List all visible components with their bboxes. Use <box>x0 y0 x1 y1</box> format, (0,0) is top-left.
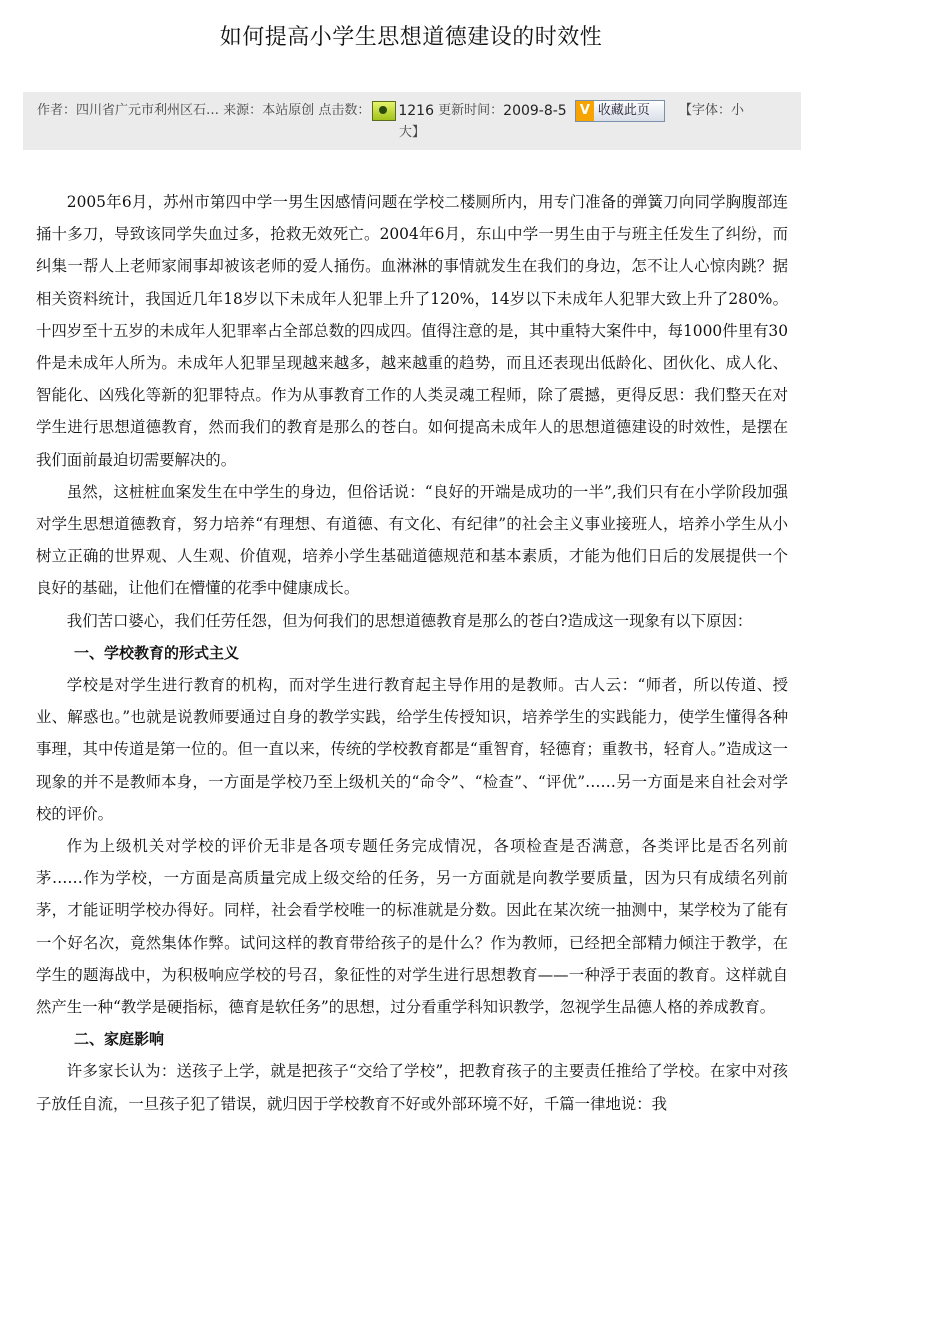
font-size-label-close: 】 <box>412 125 426 140</box>
paragraph: 虽然，这桩桩血案发生在中学生的身边，但俗话说：“良好的开端是成功的一半”,我们只有在小学阶段加强对学生思想道德教育，努力培养“有理想、有道德、有文化、有纪律”的社会主义事业接班人，培养小学生从小树立正确的世界观、人生观、价值观，培养小学生基础道德规范和基本素质，才能为他们日后的发展提供一个良好的基础，让他们在懵懂的花季中健康成长。 <box>36 482 788 598</box>
meta-line <box>37 100 787 120</box>
article-title: 如何提高小学生思想道德建设的时效性 <box>219 25 603 50</box>
section-heading: 二、家庭影响 <box>74 1030 165 1049</box>
section-heading: 一、学校教育的形式主义 <box>74 643 240 662</box>
hits-label: 点击数： <box>318 103 371 118</box>
favorite-v-icon: V <box>576 101 594 121</box>
font-large-link[interactable]: 大 <box>399 125 413 140</box>
author-label: 作者： <box>37 103 77 118</box>
article-body <box>36 186 788 1120</box>
article-meta-bar <box>23 92 801 150</box>
favorite-label: 收藏此页 <box>597 103 650 118</box>
hits-count: 1216 <box>398 103 434 119</box>
font-small-link[interactable]: 小 <box>731 103 745 118</box>
updated-date: 2009-8-5 <box>503 103 567 119</box>
font-size-label: 【字体： <box>678 103 731 118</box>
author-link[interactable]: 四川省广元市利州区石… <box>76 103 220 118</box>
paragraph: 作为上级机关对学校的评价无非是各项专题任务完成情况，各项检查是否满意，各类评比是否名列前茅……作为学校，一方面是高质量完成上级交给的任务，另一方面就是向教学要质量，因为只有成绩名列前茅，才能证明学校办得好。同样，社会看学校唯一的标准就是分数。因此在某次统一抽测中，某学校为了能有一个好名次，竟然集体作弊。试问这样的教育带给孩子的是什么？作为教师，已经把全部精力倾注于教学，在学生的题海战中，为积极响应学校的号召，象征性的对学生进行思想教育——一种浮于表面的教育。这样就自然产生一种“教学是硬指标，德育是软任务”的思想，过分看重学科知识教学，忽视学生品德人格的养成教育。 <box>36 837 788 1017</box>
favorite-page-button[interactable] <box>575 100 665 122</box>
source-label: 来源： <box>223 103 263 118</box>
counter-icon <box>372 101 396 121</box>
paragraph: 我们苦口婆心，我们任劳任怨，但为何我们的思想道德教育是那么的苍白?造成这一现象有以下原因： <box>66 611 753 630</box>
source-value: 本站原创 <box>262 103 315 118</box>
paragraph: 许多家长认为：送孩子上学，就是把孩子“交给了学校”，把教育孩子的主要责任推给了学校。在家中对孩子放任自流，一旦孩子犯了错误，就归因于学校教育不好或外部环境不好，千篇一律地说：我 <box>36 1062 788 1113</box>
meta-line-wrap <box>399 124 425 142</box>
paragraph: 2005年6月，苏州市第四中学一男生因感情问题在学校二楼厕所内，用专门准备的弹簧刀向同学胸腹部连捅十多刀，导致该同学失血过多，抢救无效死亡。2004年6月，东山中学一男生由于与班主任发生了纠纷，而纠集一帮人上老师家闹事却被该老师的爱人捅伤。血淋淋的事情就发生在我们的身边，怎不让人心惊肉跳？据相关资料统计，我国近几年18岁以下未成年人犯罪上升了120%，14岁以下未成年人犯罪大致上升了280%。十四岁至十五岁的未成年人犯罪率占全部总数的四成四。值得注意的是，其中重特大案件中，每1000件里有30件是未成年人所为。未成年人犯罪呈现越来越多，越来越重的趋势，而且还表现出低龄化、团伙化、成人化、智能化、凶残化等新的犯罪特点。作为从事教育工作的人类灵魂工程师，除了震撼，更得反思：我们整天在对学生进行思想道德教育，然而我们的教育是那么的苍白。如何提高未成年人的思想道德建设的时效性，是摆在我们面前最迫切需要解决的。 <box>36 193 788 469</box>
paragraph: 学校是对学生进行教育的机构，而对学生进行教育起主导作用的是教师。古人云：“师者，所以传道、授业、解惑也。”也就是说教师要通过自身的教学实践，给学生传授知识，培养学生的实践能力，使学生懂得各种事理，其中传道是第一位的。但一直以来，传统的学校教育都是“重智育，轻德育；重教书，轻育人。”造成这一现象的并不是教师本身，一方面是学校乃至上级机关的“命令”、“检查”、“评优”……另一方面是来自社会对学校的评价。 <box>36 676 788 823</box>
updated-label: 更新时间： <box>438 103 504 118</box>
